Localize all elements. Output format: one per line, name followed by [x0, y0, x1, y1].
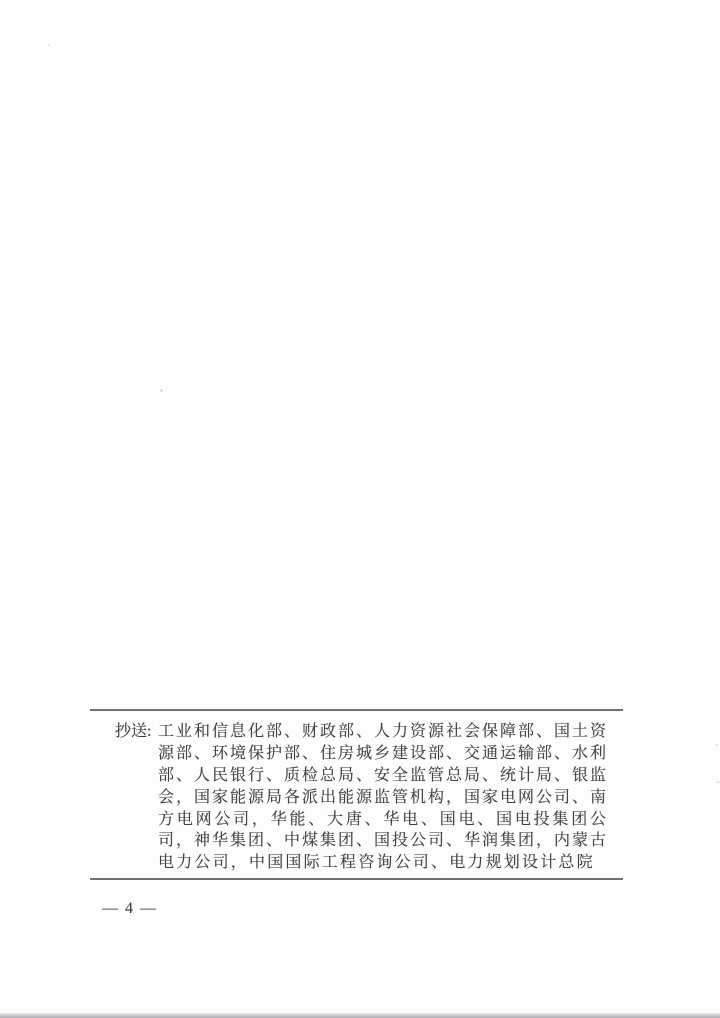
cc-line: 方电网公司，华能、大唐、华电、国电、国电投集团公 [158, 810, 606, 828]
cc-block-top-rule [90, 709, 623, 711]
cc-line: 会，国家能源局各派出能源监管机构，国家电网公司、南 [158, 788, 606, 806]
cc-line: 源部、环境保护部、住房城乡建设部、交通运输部、水利 [158, 744, 606, 762]
page-number: — 4 — [102, 900, 158, 917]
cc-line: 电力公司，中国国际工程咨询公司、电力规划设计总院 [158, 854, 595, 872]
scan-bottom-edge [0, 1013, 720, 1018]
scan-speck [716, 781, 720, 783]
cc-line: 工业和信息化部、财政部、人力资源社会保障部、国土资 [158, 723, 606, 740]
cc-block [115, 721, 607, 874]
scan-speck [48, 44, 50, 46]
cc-line: 司，神华集团、中煤集团、国投公司、华润集团，内蒙古 [158, 832, 606, 850]
scan-speck [160, 389, 163, 392]
cc-block-bottom-rule [90, 878, 623, 880]
cc-recipient-list [158, 721, 606, 874]
scan-speck [715, 744, 719, 746]
cc-label: 抄送: [115, 723, 152, 740]
cc-line: 部、人民银行、质检总局、安全监管总局、统计局、银监 [158, 766, 606, 784]
